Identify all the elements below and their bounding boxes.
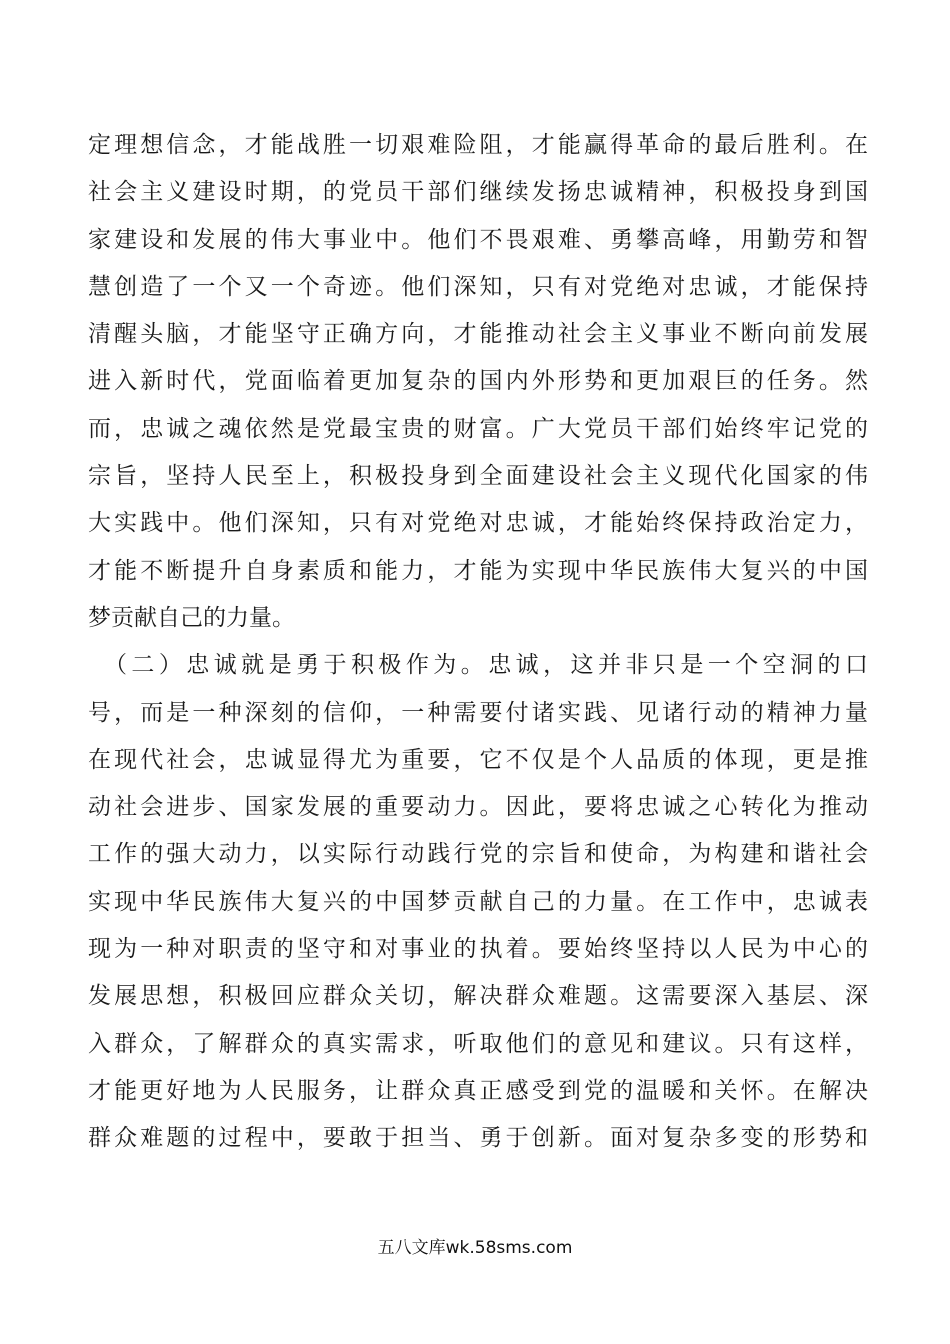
text-line: 慧创造了一个又一个奇迹。他们深知，只有对党绝对忠诚，才能保持 <box>88 273 868 300</box>
text-line: 工作的强大动力，以实际行动践行党的宗旨和使命，为构建和谐社会 <box>88 841 868 868</box>
footer-watermark: 五八文库wk.58sms.com <box>377 1238 573 1258</box>
text-line: 而，忠诚之魂依然是党最宝贵的财富。广大党员干部们始终牢记党的 <box>88 415 868 442</box>
text-line: 发展思想，积极回应群众关切，解决群众难题。这需要深入基层、深 <box>88 983 868 1010</box>
text-line: 入群众，了解群众的真实需求，听取他们的意见和建议。只有这样， <box>88 1030 868 1057</box>
text-line: 定理想信念，才能战胜一切艰难险阻，才能赢得革命的最后胜利。在 <box>88 132 868 158</box>
text-line: 清醒头脑，才能坚守正确方向，才能推动社会主义事业不断向前发展 <box>88 321 868 348</box>
text-line: 宗旨，坚持人民至上，积极投身到全面建设社会主义现代化国家的伟 <box>88 463 868 490</box>
text-line: 进入新时代，党面临着更加复杂的国内外形势和更加艰巨的任务。然 <box>88 368 868 395</box>
text-line: 号，而是一种深刻的信仰，一种需要付诸实践、见诸行动的精神力量 <box>88 699 868 726</box>
text-line: 现为一种对职责的坚守和对事业的执着。要始终坚持以人民为中心的 <box>88 936 868 963</box>
text-line: 才能不断提升自身素质和能力，才能为实现中华民族伟大复兴的中国 <box>88 557 868 584</box>
text-line: 社会主义建设时期，的党员干部们继续发扬忠诚精神，积极投身到国 <box>88 179 868 206</box>
text-line: 家建设和发展的伟大事业中。他们不畏艰难、勇攀高峰，用勤劳和智 <box>88 226 868 253</box>
text-line: 大实践中。他们深知，只有对党绝对忠诚，才能始终保持政治定力， <box>88 510 868 537</box>
text-line: 群众难题的过程中，要敢于担当、勇于创新。面对复杂多变的形势和 <box>88 1125 868 1152</box>
document-body <box>88 122 868 1163</box>
text-line: 梦贡献自己的力量。 <box>88 604 295 631</box>
text-line: 才能更好地为人民服务，让群众真正感受到党的温暖和关怀。在解决 <box>88 1077 868 1104</box>
text-line: 实现中华民族伟大复兴的中国梦贡献自己的力量。在工作中，忠诚表 <box>88 888 868 915</box>
text-line: （二）忠诚就是勇于积极作为。忠诚，这并非只是一个空洞的口 <box>88 652 868 679</box>
text-line: 动社会进步、国家发展的重要动力。因此，要将忠诚之心转化为推动 <box>88 794 868 821</box>
text-line: 在现代社会，忠诚显得尤为重要，它不仅是个人品质的体现，更是推 <box>88 746 868 773</box>
